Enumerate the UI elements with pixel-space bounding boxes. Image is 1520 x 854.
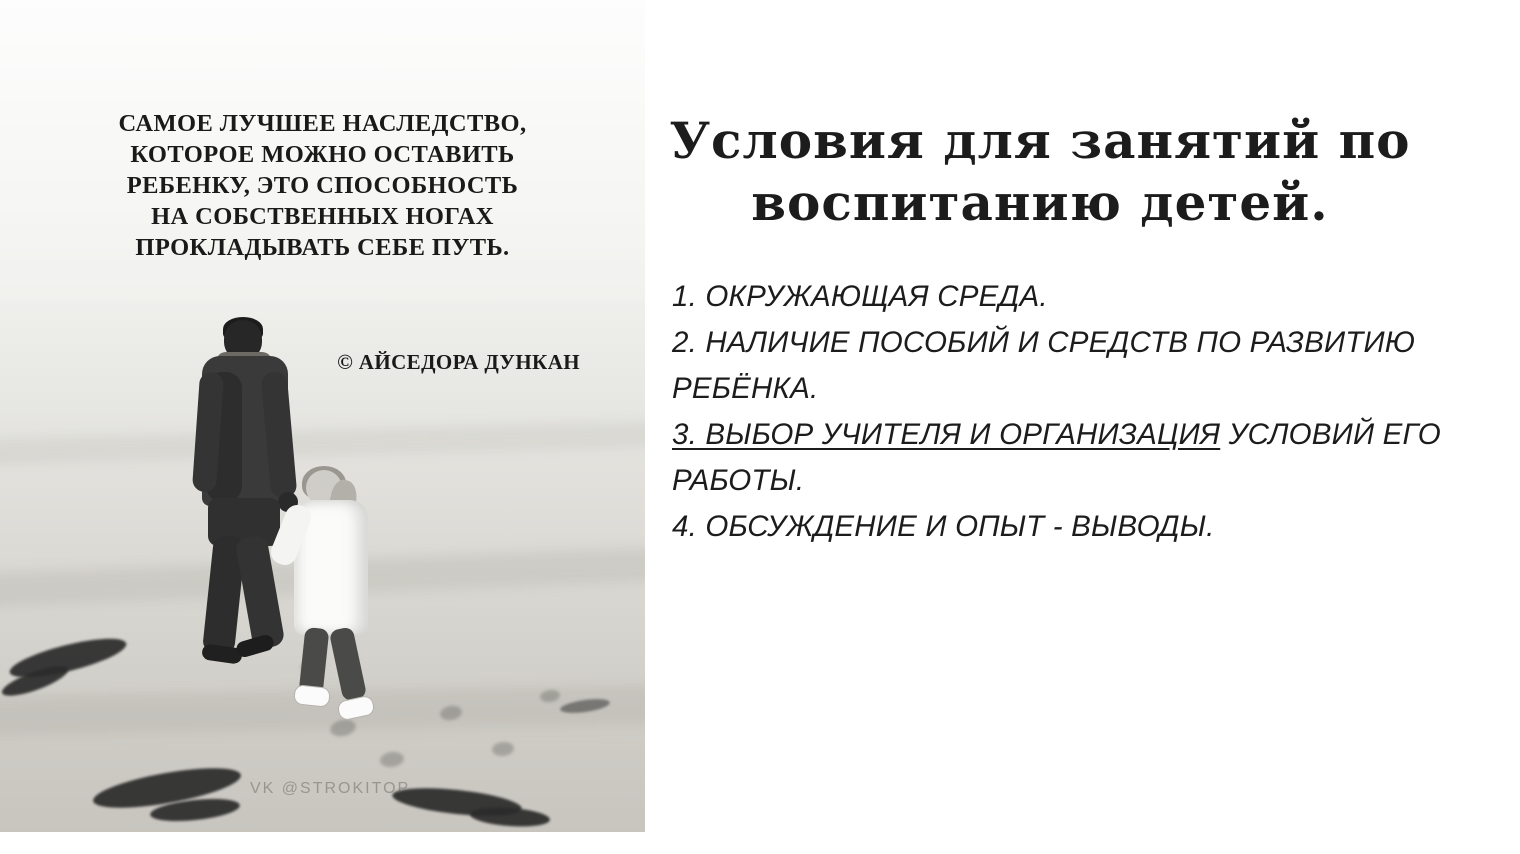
slide-content bbox=[660, 0, 1510, 854]
list-item bbox=[672, 320, 1452, 412]
quote-line: РЕБЕНКУ, ЭТО СПОСОБНОСТЬ bbox=[126, 172, 519, 199]
quote-line: САМОЕ ЛУЧШЕЕ НАСЛЕДСТВО, bbox=[118, 110, 527, 137]
beach-photo bbox=[0, 0, 645, 832]
list-item-text-rest: УСЛОВИЙ ЕГО РАБОТЫ. bbox=[672, 418, 1441, 497]
photo-watermark: VK @STROKITOP bbox=[250, 780, 411, 797]
quote-author: © АЙСЕДОРА ДУНКАН bbox=[337, 350, 580, 374]
list-item bbox=[672, 504, 1452, 550]
list-item-text: 1. ОКРУЖАЮЩАЯ СРЕДА. bbox=[672, 280, 1048, 313]
list-item-text: 4. ОБСУЖДЕНИЕ И ОПЫТ - ВЫВОДЫ. bbox=[672, 510, 1215, 543]
page-title: Условия для занятий по воспитанию детей. bbox=[669, 111, 1411, 232]
quote-line: НА СОБСТВЕННЫХ НОГАХ bbox=[151, 203, 494, 230]
conditions-list bbox=[672, 274, 1452, 550]
list-item-text-underlined: 3. ВЫБОР УЧИТЕЛЯ И ОРГАНИЗАЦИЯ bbox=[672, 418, 1221, 451]
list-item-text: 2. НАЛИЧИЕ ПОСОБИЙ И СРЕДСТВ ПО РАЗВИТИЮ РЕБЁНКА. bbox=[672, 326, 1416, 405]
list-item bbox=[672, 412, 1452, 504]
quote-line: ПРОКЛАДЫВАТЬ СЕБЕ ПУТЬ. bbox=[135, 234, 510, 261]
list-item bbox=[672, 274, 1452, 320]
child-left-shoe bbox=[293, 684, 331, 708]
quote-line: КОТОРОЕ МОЖНО ОСТАВИТЬ bbox=[130, 141, 515, 168]
photo-quote bbox=[0, 108, 645, 374]
